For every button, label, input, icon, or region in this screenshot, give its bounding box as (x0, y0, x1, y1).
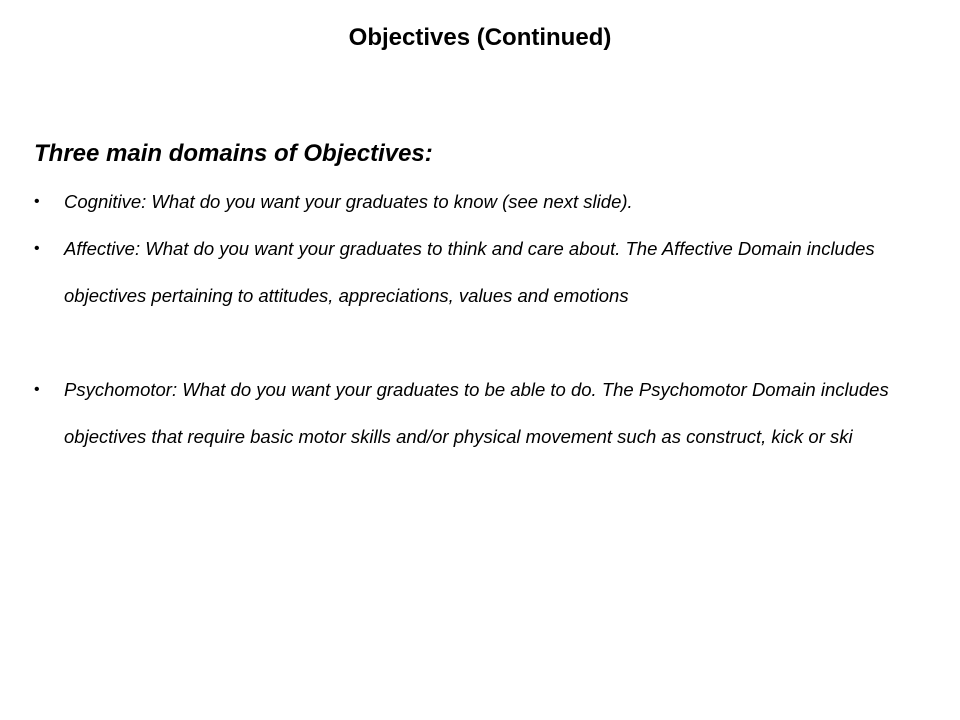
list-item-text: Psychomotor: What do you want your graduates to be able to do. The Psychomotor Domain includes objectives that require basic motor skills and/or physical movement such as construct, kick or ski (64, 379, 889, 447)
list-item-text: Affective: What do you want your graduates to think and care about. The Affective Domain includes objectives pertaining to attitudes, appreciations, values and emotions (64, 238, 875, 306)
list-item-cognitive (34, 178, 924, 225)
slide-title: Objectives (Continued) (348, 24, 612, 51)
list-item-text: Cognitive: What do you want your graduates to know (see next slide). (64, 191, 633, 212)
bullet-marker: • (34, 193, 40, 210)
section-subheading: Three main domains of Objectives: (34, 140, 433, 167)
bullet-marker: • (34, 240, 40, 257)
bullet-marker: • (34, 381, 40, 398)
list-item-psychomotor (34, 366, 924, 460)
objective-domains-list (34, 178, 924, 460)
slide-content (34, 136, 924, 460)
list-item-affective (34, 225, 924, 319)
